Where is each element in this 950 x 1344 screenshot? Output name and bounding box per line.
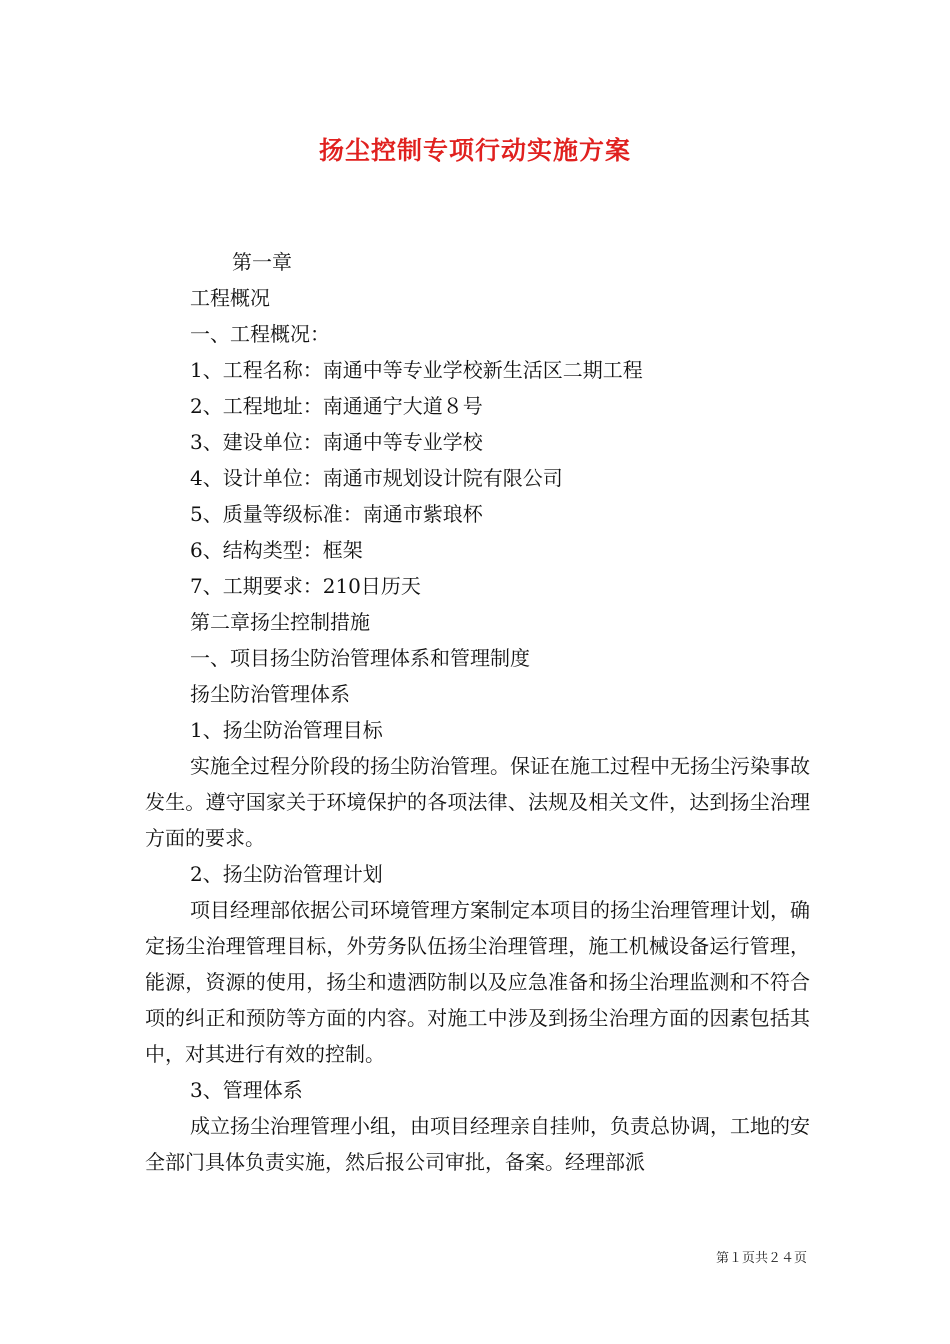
page-number: 第１页共２４页 [715,1251,807,1266]
list-item: 5、质量等级标准：南通市紫琅杯 [190,502,483,526]
paragraph: 成立扬尘治理管理小组，由项目经理亲自挂帅，负责总协调，工地的安全部门具体负责实施，然后报公司审批，备案。经理部派 [145,1114,810,1174]
list-item: 4、设计单位：南通市规划设计院有限公司 [190,466,563,490]
paragraph: 项目经理部依据公司环境管理方案制定本项目的扬尘治理管理计划，确定扬尘治理管理目标，外劳务队伍扬尘治理管理，施工机械设备运行管理，能源，资源的使用，扬尘和遗洒防制以及应急准备和扬尘治理监测和不符合项的纠正和预防等方面的内容。对施工中涉及到扬尘治理方面的因素包括其中，对其进行有效的控制。 [145,898,810,1066]
subsection-heading: 3、管理体系 [190,1078,303,1102]
document-body [145,244,810,1180]
list-item: 7、工期要求：210日历天 [190,574,421,598]
subsection-heading: 扬尘防治管理体系 [190,682,350,706]
chapter-two-heading: 第二章扬尘控制措施 [190,610,370,634]
list-item: 2、工程地址：南通通宁大道８号 [190,394,483,418]
list-item: 3、建设单位：南通中等专业学校 [190,430,483,454]
section-heading: 一、工程概况： [190,322,330,346]
chapter-one-heading: 第一章 [232,250,292,274]
subsection-heading: 2、扬尘防治管理计划 [190,862,383,886]
overview-heading: 工程概况 [190,286,270,310]
section-heading: 一、项目扬尘防治管理体系和管理制度 [190,646,530,670]
list-item: 6、结构类型：框架 [190,538,363,562]
document-title: 扬尘控制专项行动实施方案 [318,136,631,165]
list-item: 1、工程名称：南通中等专业学校新生活区二期工程 [190,358,643,382]
subsection-heading: 1、扬尘防治管理目标 [190,718,383,742]
paragraph: 实施全过程分阶段的扬尘防治管理。保证在施工过程中无扬尘污染事故发生。遵守国家关于环境保护的各项法律、法规及相关文件，达到扬尘治理方面的要求。 [145,754,810,850]
